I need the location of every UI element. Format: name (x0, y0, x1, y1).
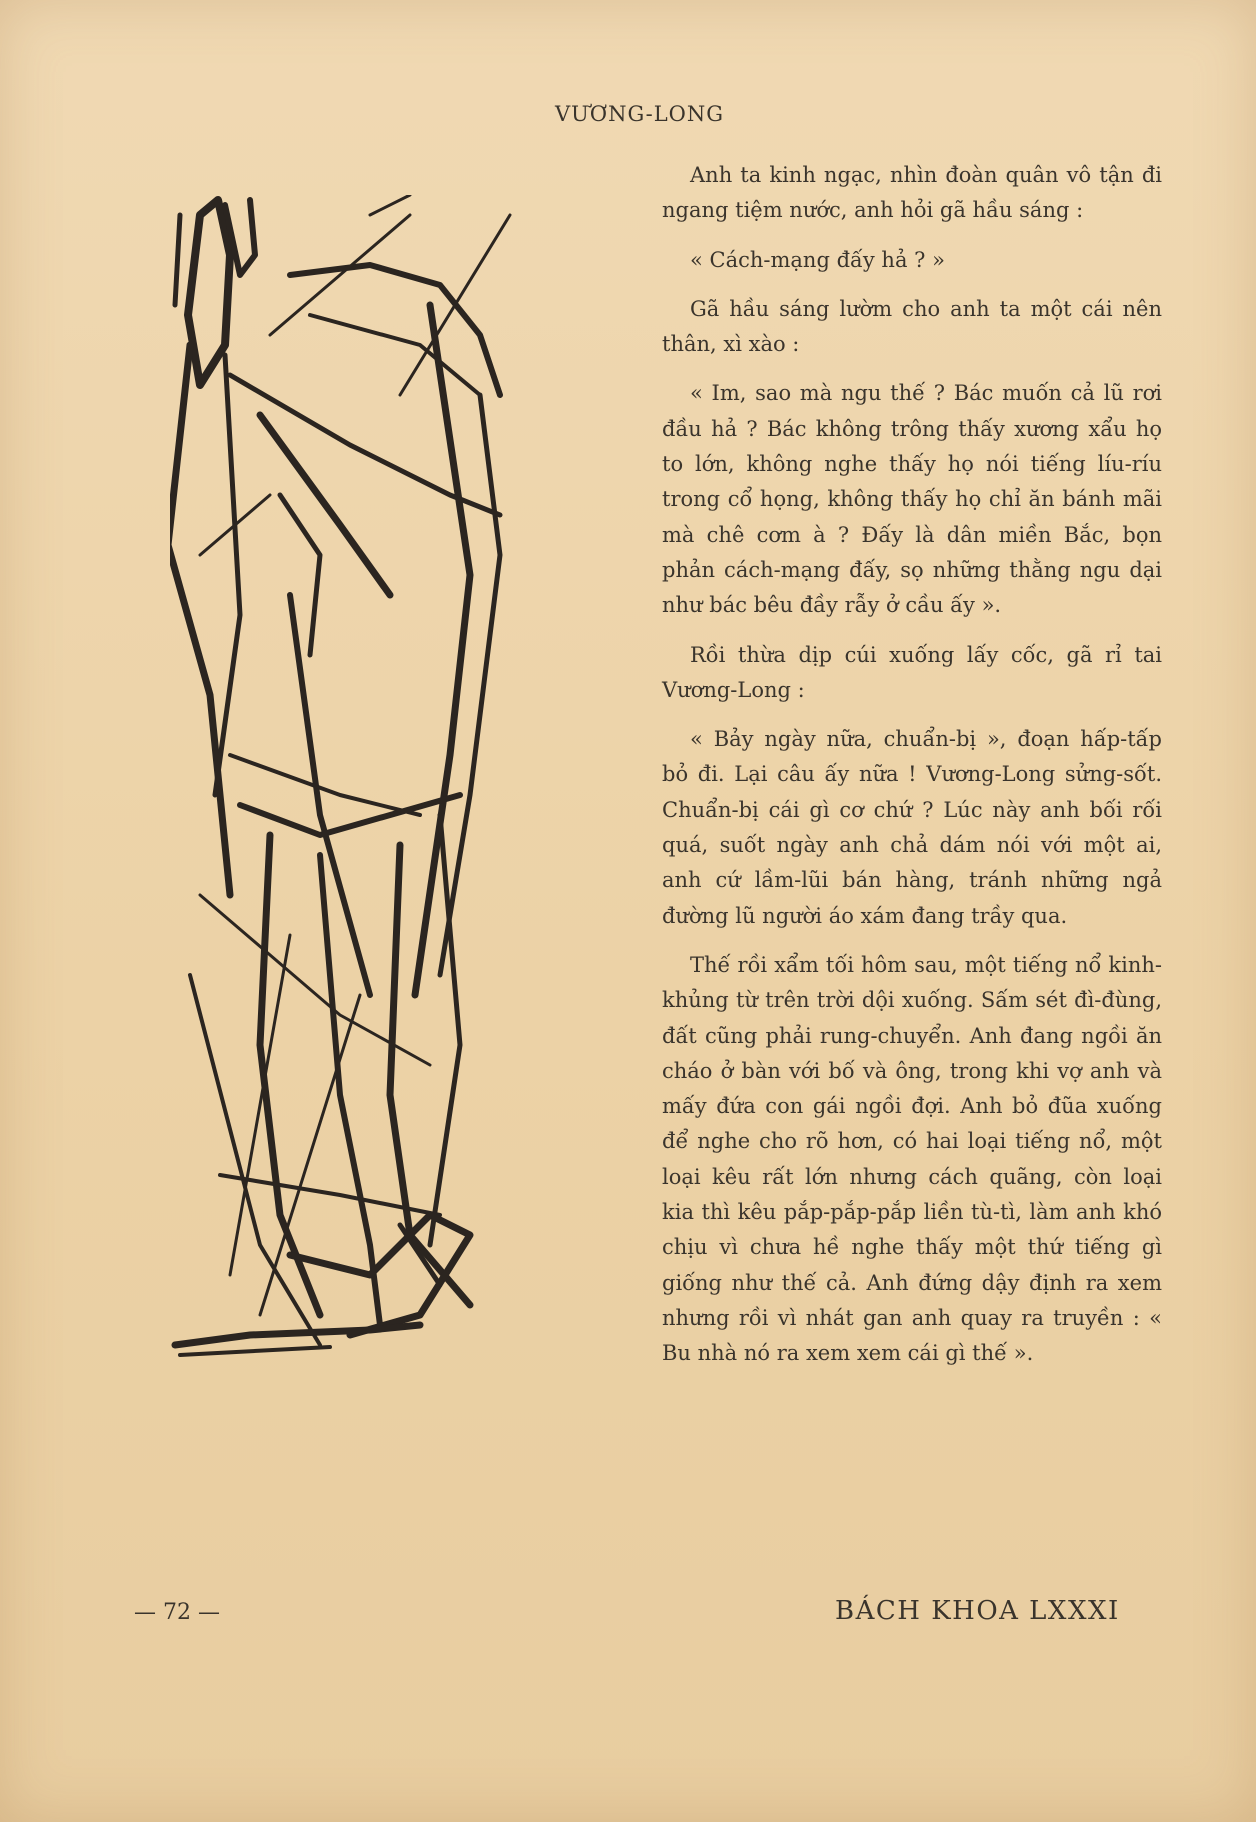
paragraph: « Bảy ngày nữa, chuẩn-bị », đoạn hấp-tấp bỏ đi. Lại câu ấy nữa ! Vương-Long sửng-sốt. Chuẩn-bị cái gì cơ chứ ? Lúc này anh bối rối quá, suốt ngày anh chả dám nói với một ai, anh cứ lầm-lũi bán hàng, tránh những ngả đường lũ người áo xám đang trầy qua. (662, 727, 1162, 928)
page-number: — 72 — (134, 1600, 220, 1625)
story-text-column (662, 158, 1162, 1386)
ink-sketch-figure-icon (170, 195, 630, 1545)
paragraph: Gã hầu sáng lườm cho anh ta một cái nên thân, xì xào : (662, 296, 1162, 357)
running-header-title: VƯƠNG-LONG (555, 102, 725, 126)
journal-title: BÁCH KHOA LXXXI (835, 1596, 1120, 1626)
paragraph: « Im, sao mà ngu thế ? Bác muốn cả lũ rơi đầu hả ? Bác không trông thấy xương xẩu họ to lớn, không nghe thấy họ nói tiếng líu-ríu trong cổ họng, không thấy họ chỉ ăn bánh mãi mà chê cơm à ? Đấy là dân miền Bắc, bọn phản cách-mạng đấy, sọ những thằng ngu dại như bác bêu đầy rẫy ở cầu ấy ». (662, 381, 1162, 618)
paragraph: Anh ta kinh ngạc, nhìn đoàn quân vô tận đi ngang tiệm nước, anh hỏi gã hầu sáng : (662, 163, 1162, 223)
paragraph: Rồi thừa dịp cúi xuống lấy cốc, gã rỉ tai Vương-Long : (662, 642, 1162, 702)
paragraph: Thế rồi xẩm tối hôm sau, một tiếng nổ kinh-khủng từ trên trời dội xuống. Sấm sét đì-đùng, đất cũng phải rung-chuyển. Anh đang ngồi ăn cháo ở bàn với bố và ông, trong khi vợ anh và mấy đứa con gái ngồi đợi. Anh bỏ đũa xuống để nghe cho rõ hơn, có hai loại tiếng nổ, một loại kêu rất lớn nhưng cách quãng, còn loại kia thì kêu pắp-pắp-pắp liền tù-tì, làm anh khó chịu vì chưa hề nghe thấy một thứ tiếng gì giống như thế cả. Anh đứng dậy định ra xem nhưng rồi vì nhát gan anh quay ra truyền : « Bu nhà nó ra xem xem cái gì thế ». (662, 952, 1162, 1366)
paragraph: « Cách-mạng đấy hả ? » (690, 247, 945, 272)
